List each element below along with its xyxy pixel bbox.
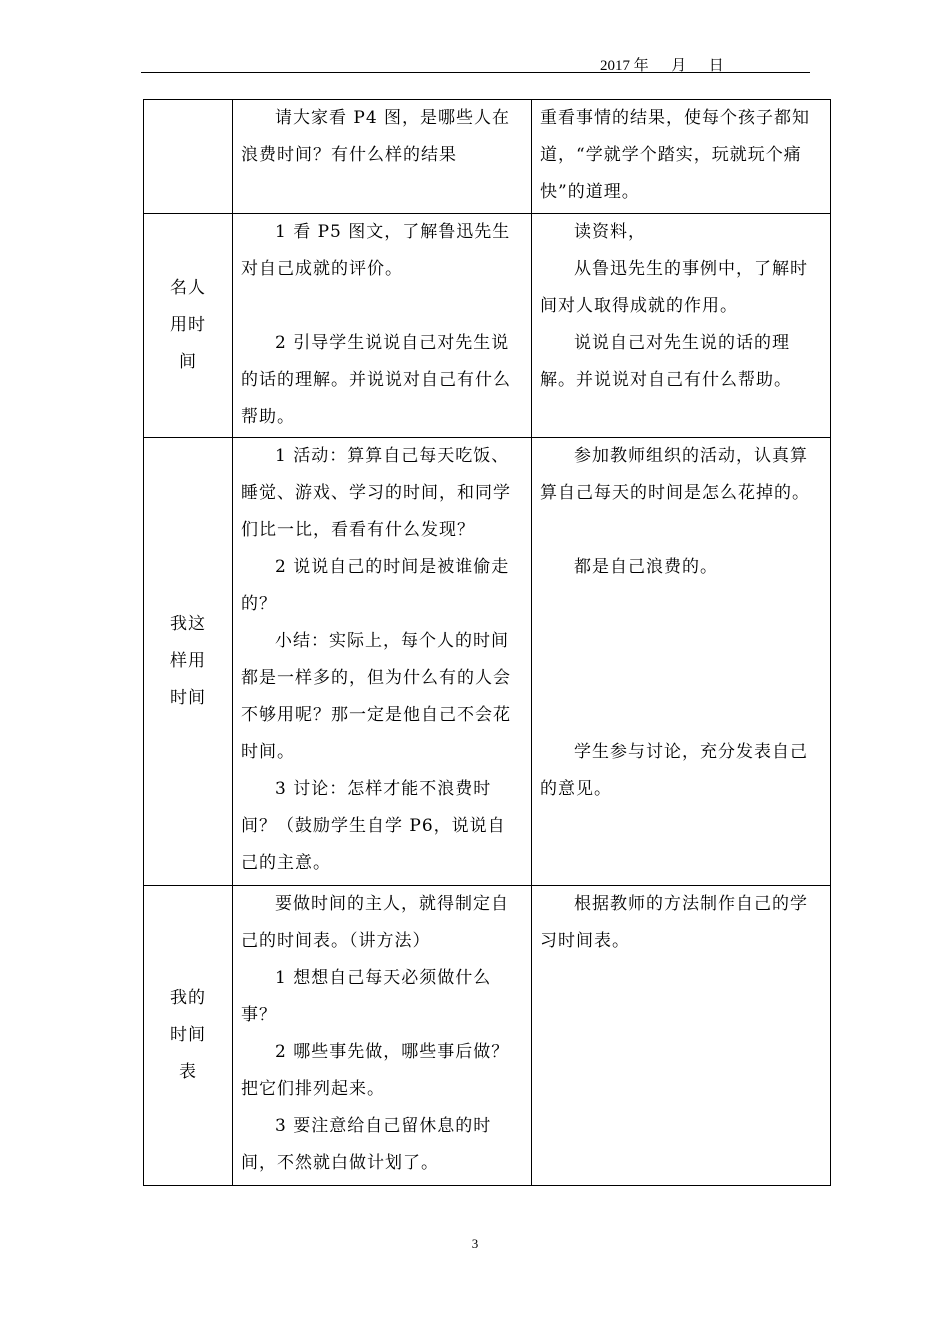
teacher-activity-text: 请大家看 P4 图，是哪些人在浪费时间？有什么样的结果 <box>241 108 511 165</box>
teacher-activity-cell <box>233 438 532 886</box>
teacher-activity-text: 1 想想自己每天必须做什么事？ <box>241 968 492 1025</box>
teacher-activity-text: 2 哪些事先做，哪些事后做？把它们排列起来。 <box>241 1042 510 1099</box>
student-activity-text: 说说自己对先生说的话的理解。并说说对自己有什么帮助。 <box>540 333 792 390</box>
teacher-activity-text: 3 要注意给自己留休息的时间，不然就白做计划了。 <box>241 1116 492 1173</box>
teacher-activity-text: 小结：实际上，每个人的时间都是一样多的，但为什么有的人会不够用呢？那一定是他自己不会花时间。 <box>241 631 511 762</box>
student-activity-text: 读资料， <box>574 222 646 242</box>
teacher-activity-text: 2 引导学生说说自己对先生说的话的理解。并说说对自己有什么帮助。 <box>241 333 511 427</box>
teacher-activity-cell <box>233 100 532 214</box>
lesson-plan-table <box>143 99 831 1186</box>
student-activity-cell <box>532 438 831 886</box>
table-row <box>144 438 831 886</box>
row-title: 名人用时间 <box>144 214 233 438</box>
student-activity-text: 参加教师组织的活动，认真算算自己每天的时间是怎么花掉的。 <box>540 446 810 503</box>
row-title: 我这样用时间 <box>144 438 233 886</box>
table-row <box>144 886 831 1186</box>
header-rule <box>141 72 810 73</box>
student-activity-text: 都是自己浪费的。 <box>574 557 718 577</box>
teacher-activity-text: 1 看 P5 图文，了解鲁迅先生对自己成就的评价。 <box>241 222 511 279</box>
teacher-activity-text: 1 活动：算算自己每天吃饭、睡觉、游戏、学习的时间，和同学们比一比，看看有什么发现？ <box>241 446 511 540</box>
student-activity-cell <box>532 886 831 1186</box>
student-activity-text: 学生参与讨论，充分发表自己的意见。 <box>540 742 808 799</box>
teacher-activity-cell <box>233 214 532 438</box>
table-row <box>144 214 831 438</box>
student-activity-cell <box>532 100 831 214</box>
teacher-activity-cell <box>233 886 532 1186</box>
table-row <box>144 100 831 214</box>
header-date: 2017 年 月 日 <box>600 58 724 74</box>
student-activity-text: 根据教师的方法制作自己的学习时间表。 <box>540 894 808 951</box>
teacher-activity-text: 3 讨论：怎样才能不浪费时间？（鼓励学生自学 P6，说说自己的主意。 <box>241 779 506 873</box>
student-activity-text: 从鲁迅先生的事例中，了解时间对人取得成就的作用。 <box>540 259 808 316</box>
student-activity-text: 重看事情的结果，使每个孩子都知道，“学就学个踏实，玩就玩个痛快”的道理。 <box>540 108 810 202</box>
teacher-activity-text: 要做时间的主人，就得制定自己的时间表。（讲方法） <box>241 894 509 951</box>
row-title: 我的时间表 <box>144 886 233 1186</box>
row-title <box>144 100 233 214</box>
page-number: 3 <box>471 1236 479 1251</box>
teacher-activity-text: 2 说说自己的时间是被谁偷走的？ <box>241 557 510 614</box>
student-activity-cell <box>532 214 831 438</box>
